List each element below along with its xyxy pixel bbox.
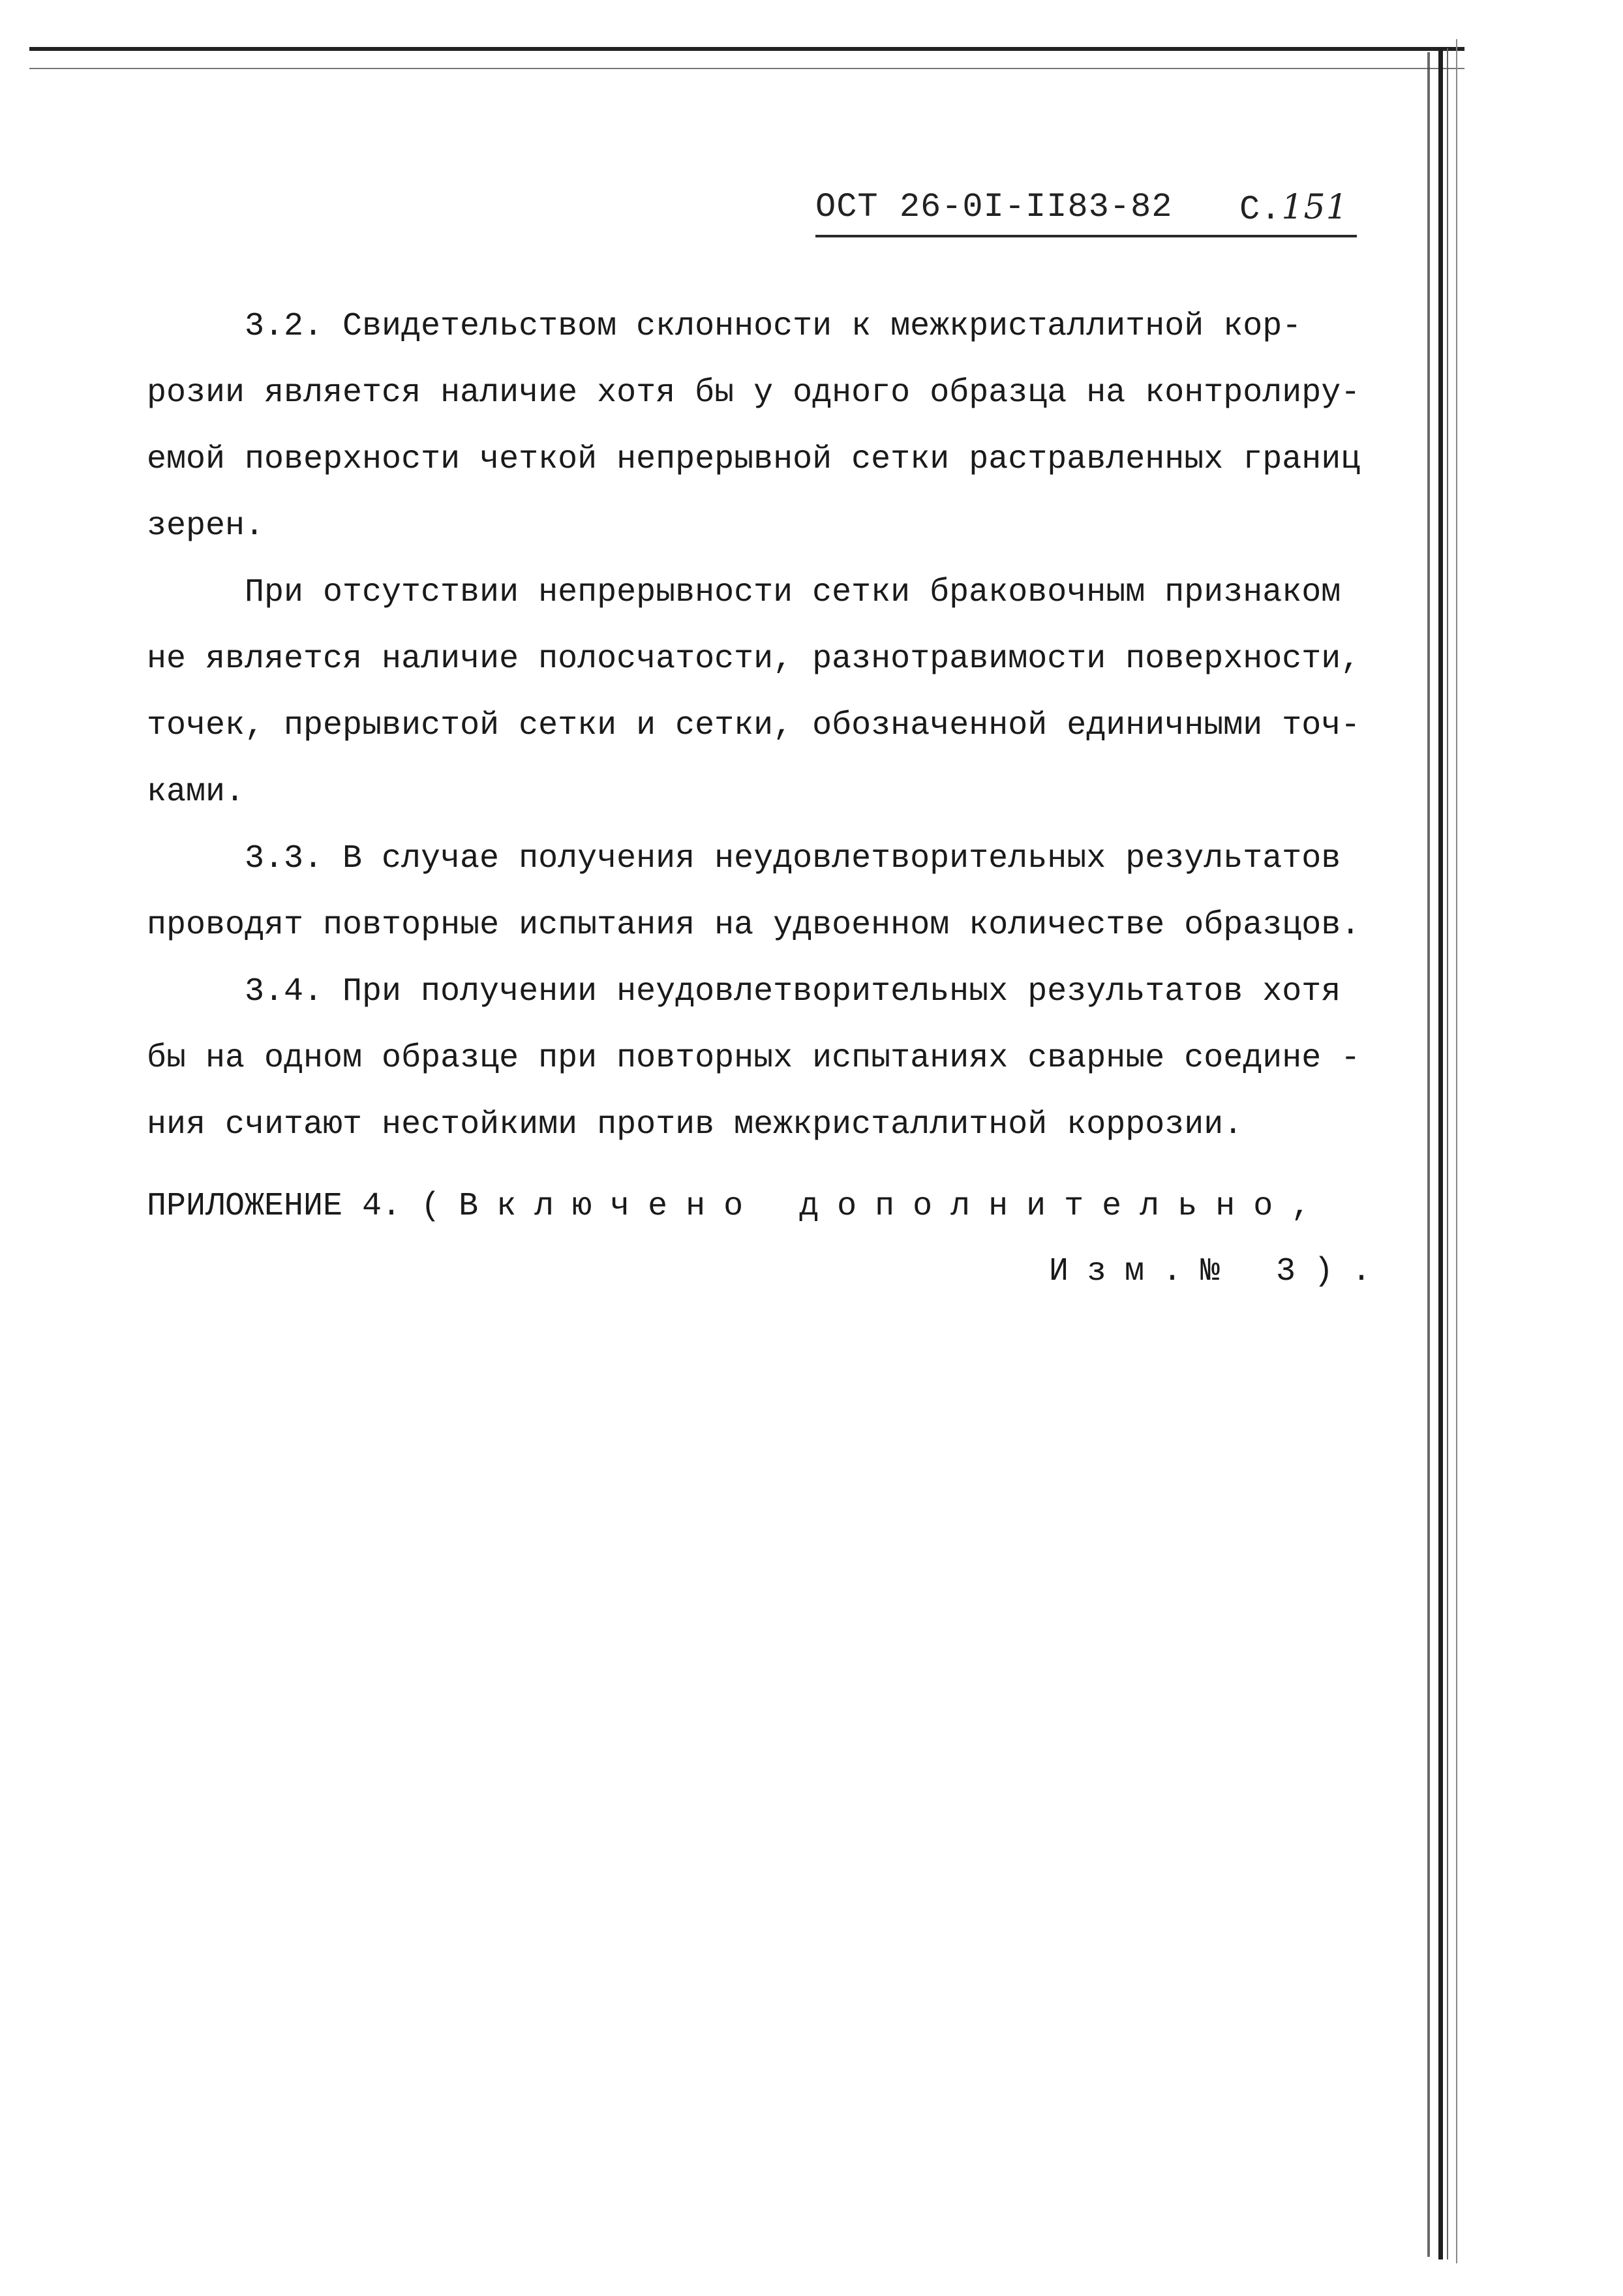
page-number-block <box>1239 188 1348 229</box>
frame-right-scan-line <box>1427 52 1430 2257</box>
appendix-line-1 <box>147 1174 1409 1239</box>
appendix-line-2 <box>147 1239 1409 1305</box>
paragraph-line: точек, прерывистой сетки и сетки, обозначенной единичными точ- <box>147 707 1361 744</box>
paragraph-line: 3.2. Свидетельством склонности к межкристаллитной кор- <box>245 308 1302 345</box>
appendix-label: ПРИЛОЖЕНИЕ 4. <box>147 1188 402 1225</box>
page-prefix: С. <box>1239 190 1282 229</box>
paragraph-line: 3.3. В случае получения неудовлетворительных результатов <box>245 840 1341 877</box>
paragraph-line: бы на одном образце при повторных испытаниях сварные соедине - <box>147 1040 1361 1077</box>
document-code: ОСТ 26-0I-II83-82 <box>815 188 1173 226</box>
appendix-note <box>147 1174 1409 1305</box>
paragraph-line: 3.4. При получении неудовлетворительных результатов хотя <box>245 973 1341 1010</box>
frame-right-outer-line <box>1456 39 1457 2263</box>
frame-top-line <box>29 47 1464 51</box>
appendix-note-close: Изм.№ 3). <box>1048 1253 1389 1290</box>
paragraph-line: ками. <box>147 774 245 811</box>
paragraph-line: При отсутствии непрерывности сетки браковочным признаком <box>245 574 1341 611</box>
paragraph-line: емой поверхности четкой непрерывной сетки растравленных границ <box>147 441 1361 478</box>
paragraph-line: зерен. <box>147 507 265 545</box>
frame-right-inner-line <box>1447 48 1448 2259</box>
body-text <box>147 294 1409 1158</box>
header-underline <box>815 235 1357 237</box>
paragraph-line: не является наличие полосчатости, разнотравимости поверхности, <box>147 641 1361 678</box>
page-number: 151 <box>1281 188 1348 227</box>
frame-right-line <box>1438 48 1443 2259</box>
appendix-note-open: (Включено дополнительно, <box>421 1188 1329 1225</box>
frame-top-thin-line <box>29 68 1464 69</box>
paragraph-line: ния считают нестойкими против межкристаллитной коррозии. <box>147 1106 1243 1143</box>
paragraph-line: розии является наличие хотя бы у одного образца на контролиру- <box>147 374 1361 412</box>
page-header <box>815 175 1363 234</box>
paragraph-line: проводят повторные испытания на удвоенном количестве образцов. <box>147 907 1361 944</box>
